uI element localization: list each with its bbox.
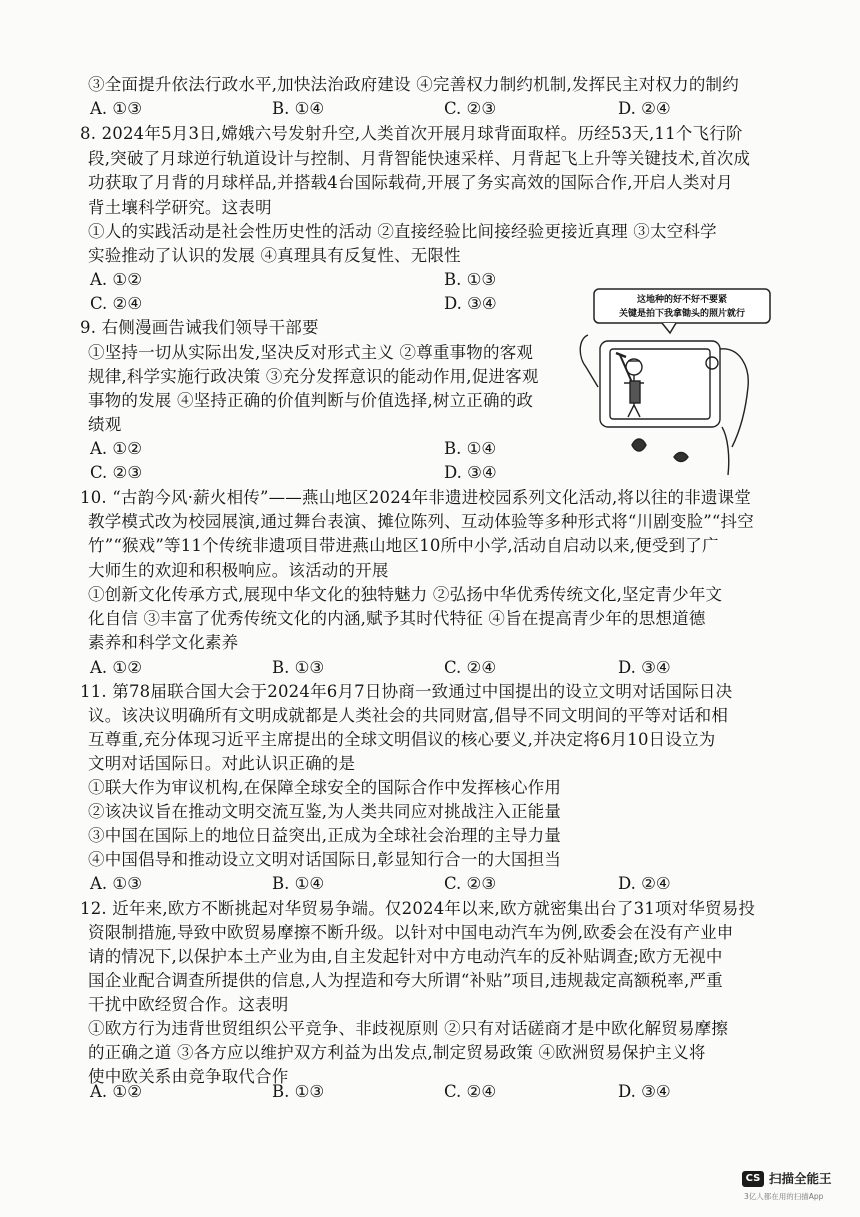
- q8-option-b: B. ①③: [444, 270, 497, 289]
- q9-cartoon-illustration: [572, 287, 772, 477]
- q9-stem-line: 9. 右侧漫画告诫我们领导干部要: [80, 318, 319, 337]
- q12-option-d: D. ③④: [618, 1082, 671, 1101]
- q10-option-b: B. ①③: [272, 658, 325, 677]
- q11-option-d: D. ②④: [618, 874, 671, 893]
- q8-option-c: C. ②④: [90, 294, 143, 313]
- q9-statement-line: 规律,科学实施行政决策 ③充分发挥意识的能动作用,促进客观: [88, 367, 539, 386]
- q11-statement-line: ②该决议旨在推动文明交流互鉴,为人类共同应对挑战注入正能量: [88, 802, 562, 821]
- q11-statement-line: ④中国倡导和推动设立文明对话国际日,彰显知行合一的大国担当: [88, 850, 562, 869]
- q9-option-a: A. ①②: [90, 439, 142, 458]
- q11-statement-line: ③中国在国际上的地位日益突出,正成为全球社会治理的主导力量: [88, 826, 562, 845]
- q8-option-a: A. ①②: [90, 270, 142, 289]
- cartoon-caption-line2: 关键是拍下我拿锄头的照片就行: [618, 309, 746, 319]
- q12-stem-line: 资限制措施,导致中欧贸易摩擦不断升级。以针对中国电动汽车为例,欧委会在没有产业申: [88, 923, 734, 942]
- q7-option-d: D. ②④: [618, 99, 671, 118]
- q9-option-d: D. ③④: [444, 463, 497, 482]
- q8-statement-line: 实验推动了认识的发展 ④真理具有反复性、无限性: [88, 246, 461, 265]
- speech-bubble: [594, 289, 770, 333]
- scanner-app-tagline: 3亿人都在用的扫描App: [744, 1192, 824, 1201]
- q12-statement-line: 使中欧关系由竞争取代合作: [88, 1067, 289, 1086]
- q9-option-c: C. ②③: [90, 463, 143, 482]
- cartoon-caption-line1: 这地种的好不好不要紧: [636, 295, 728, 305]
- q7-option-a: A. ①③: [90, 99, 142, 118]
- scanner-app-watermark: [742, 1165, 852, 1207]
- q10-stem-line: 大师生的欢迎和积极响应。该活动的开展: [88, 561, 389, 580]
- q10-statement-line: ①创新文化传承方式,展现中华文化的独特魅力 ②弘扬中华优秀传统文化,坚定青少年文: [88, 585, 723, 604]
- q12-stem-line: 请的情况下,以保护本土产业为由,自主发起针对中方电动汽车的反补贴调查;欧方无视中: [88, 947, 723, 966]
- q11-option-a: A. ①③: [90, 874, 142, 893]
- camscanner-logo-icon: CS: [742, 1171, 764, 1187]
- q8-option-d: D. ③④: [444, 294, 497, 313]
- q8-stem-line: 功获取了月背的月球样品,并搭载4台国际载荷,开展了务实高效的国际合作,开启人类对月: [88, 173, 733, 192]
- q11-statement-line: ①联大作为审议机构,在保障全球安全的国际合作中发挥核心作用: [88, 778, 562, 797]
- q12-statement-line: ①欧方行为违背世贸组织公平竞争、非歧视原则 ②只有对话磋商才是中欧化解贸易摩擦: [88, 1019, 729, 1038]
- q12-stem-line: 12. 近年来,欧方不断挑起对华贸易争端。仅2024年以来,欧方就密集出台了31项对华贸易投: [80, 899, 756, 918]
- q10-statement-line: 素养和科学文化素养: [88, 633, 239, 652]
- q8-stem-line: 段,突破了月球逆行轨道设计与控制、月背智能快速采样、月背起飞上升等关键技术,首次成: [88, 149, 751, 168]
- q9-statement-line: ①坚持一切从实际出发,坚决反对形式主义 ②尊重事物的客观: [88, 343, 534, 362]
- q8-stem-line: 背土壤科学研究。这表明: [88, 198, 272, 217]
- q11-stem-line: 11. 第78届联合国大会于2024年6月7日协商一致通过中国提出的设立文明对话国际日决: [80, 682, 733, 701]
- q12-option-b: B. ①③: [272, 1082, 325, 1101]
- q10-stem-line: 竹”“猴戏”等11个传统非遗项目带进燕山地区10所中小学,活动自启动以来,便受到了广: [88, 536, 719, 555]
- q11-option-b: B. ①④: [272, 874, 325, 893]
- q12-stem-line: 国企业配合调查所提供的信息,人为捏造和夸大所谓“补贴”项目,违规裁定高额税率,严重: [88, 971, 723, 990]
- q9-statement-line: 绩观: [88, 415, 122, 434]
- q7-option-b: B. ①④: [272, 99, 325, 118]
- q12-option-c: C. ②④: [444, 1082, 497, 1101]
- q9-statement-line: 事物的发展 ④坚持正确的价值判断与价值选择,树立正确的政: [88, 391, 534, 410]
- q11-stem-line: 互尊重,充分体现习近平主席提出的全球文明倡议的核心要义,并决定将6月10日设立为: [88, 730, 716, 749]
- q10-option-c: C. ②④: [444, 658, 497, 677]
- q11-option-c: C. ②③: [444, 874, 497, 893]
- q7-option-c: C. ②③: [444, 99, 497, 118]
- q10-stem-line: 教学模式改为校园展演,通过舞台表演、摊位陈列、互动体验等多种形式将“川剧变脸”“抖空: [88, 512, 754, 531]
- scanner-app-name: 扫描全能王: [769, 1171, 832, 1186]
- q11-stem-line: 议。该决议明确所有文明成就都是人类社会的共同财富,倡导不同文明间的平等对话和相: [88, 706, 729, 725]
- q10-stem-line: 10. “古韵今风·薪火相传”——燕山地区2024年非遗进校园系列文化活动,将以往的非遗课堂: [80, 488, 752, 507]
- q8-stem-line: 8. 2024年5月3日,嫦娥六号发射升空,人类首次开展月球背面取样。历经53天,11个飞行阶: [80, 124, 743, 143]
- q7-statement-line: ③全面提升依法行政水平,加快法治政府建设 ④完善权力制约机制,发挥民主对权力的制约: [88, 75, 739, 94]
- q10-statement-line: 化自信 ③丰富了优秀传统文化的内涵,赋予其时代特征 ④旨在提高青少年的思想道德: [88, 609, 706, 628]
- phone-in-hands-drawing: [580, 335, 748, 475]
- q12-stem-line: 干扰中欧经贸合作。这表明: [88, 995, 289, 1014]
- q12-statement-line: 的正确之道 ③各方应以维护双方利益为出发点,制定贸易政策 ④欧洲贸易保护主义将: [88, 1043, 706, 1062]
- q9-option-b: B. ①④: [444, 439, 497, 458]
- q11-stem-line: 文明对话国际日。对此认识正确的是: [88, 754, 356, 773]
- q10-option-d: D. ③④: [618, 658, 671, 677]
- q10-option-a: A. ①②: [90, 658, 142, 677]
- q8-statement-line: ①人的实践活动是社会性历史性的活动 ②直接经验比间接经验更接近真理 ③太空科学: [88, 222, 717, 241]
- q12-option-a: A. ①②: [90, 1082, 142, 1101]
